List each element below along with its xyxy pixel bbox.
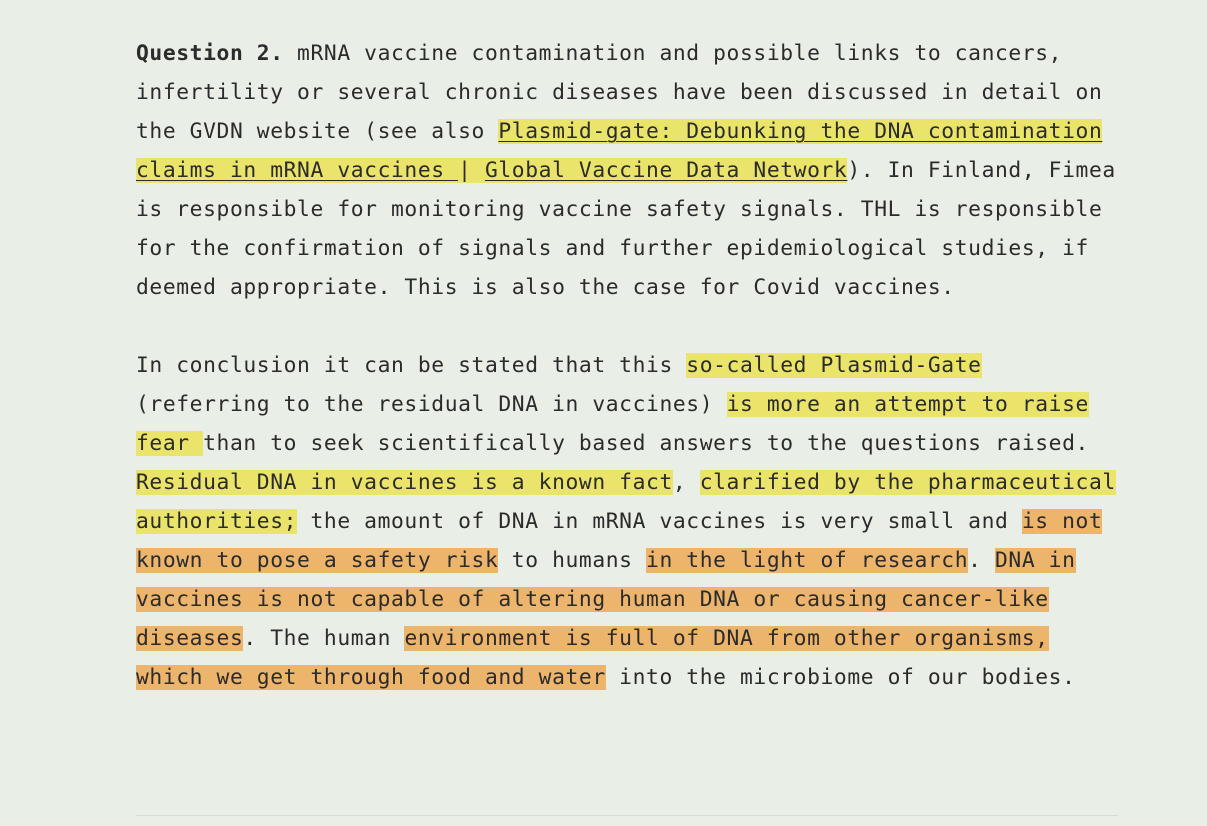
question-label: Question 2. bbox=[136, 41, 284, 66]
conclusion-text-4: , bbox=[672, 470, 700, 495]
article-body bbox=[136, 34, 1126, 697]
conclusion-text-3: than to seek scientifically based answers to the questions raised. bbox=[203, 431, 1089, 456]
conclusion-text-2: (referring to the residual DNA in vaccines) bbox=[136, 392, 727, 417]
section-divider bbox=[136, 815, 1118, 816]
highlight-raise-fear: is more an attempt to raise fear bbox=[136, 392, 1089, 456]
link-separator: | bbox=[458, 158, 485, 183]
highlight-clarified: clarified by the pharmaceutical authorities; bbox=[136, 470, 1116, 534]
highlight-environment: environment is full of DNA from other organisms, which we get through food and water bbox=[136, 626, 1049, 690]
conclusion-text-8: . The human bbox=[243, 626, 405, 651]
conclusion-paragraph bbox=[136, 346, 1126, 697]
conclusion-text-1: In conclusion it can be stated that this bbox=[136, 353, 687, 378]
plasmid-gate-link[interactable]: Plasmid-gate: Debunking the DNA contamination claims in mRNA vaccines bbox=[136, 119, 1103, 183]
conclusion-text-5: the amount of DNA in mRNA vaccines is very small and bbox=[297, 509, 1022, 534]
highlight-research: in the light of research bbox=[646, 548, 969, 573]
conclusion-text-9: into the microbiome of our bodies. bbox=[605, 665, 1076, 690]
highlight-safety-risk: is not known to pose a safety risk bbox=[136, 509, 1103, 573]
gvdn-link[interactable]: Global Vaccine Data Network bbox=[484, 158, 848, 183]
highlight-not-capable: DNA in vaccines is not capable of altering human DNA or causing cancer-like diseases bbox=[136, 548, 1076, 651]
highlight-known-fact: Residual DNA in vaccines is a known fact bbox=[136, 470, 673, 495]
question-paragraph bbox=[136, 34, 1126, 307]
conclusion-text-7: . bbox=[968, 548, 995, 573]
highlight-plasmid-gate: so-called Plasmid-Gate bbox=[686, 353, 982, 378]
question-text-1: mRNA vaccine contamination and possible links to cancers, infertility or several chronic diseases have been discussed in detail on the GVDN website (see also bbox=[136, 41, 1103, 144]
question-text-2: ). In Finland, Fimea is responsible for monitoring vaccine safety signals. THL is responsible for the confirmation of signals and further epidemiological studies, if deemed appropriate. This is also the case for Covid vaccines. bbox=[136, 158, 1116, 300]
conclusion-text-6: to humans bbox=[498, 548, 647, 573]
